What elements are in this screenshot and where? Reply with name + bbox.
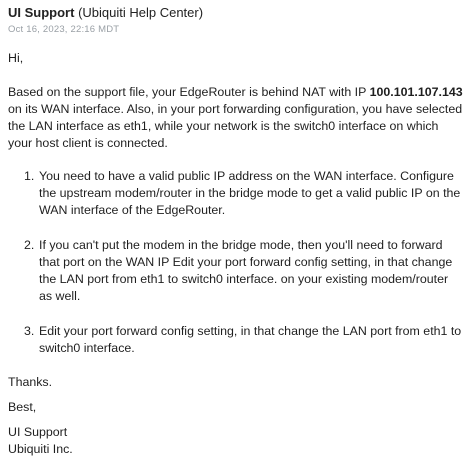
- step-number: 3.: [24, 324, 35, 338]
- closing: [8, 374, 464, 458]
- timestamp: Oct 16, 2023, 22:16 MDT: [8, 24, 120, 35]
- thanks-line: Thanks.: [8, 375, 53, 389]
- email-message: [8, 0, 464, 466]
- list-item: [24, 237, 464, 305]
- sender-org: (Ubiquiti Help Center): [78, 5, 204, 20]
- signature: [8, 424, 464, 458]
- sender-line: [8, 5, 464, 21]
- step-number: 1.: [24, 169, 35, 183]
- list-item: [24, 323, 464, 357]
- signature-name: UI Support: [8, 425, 68, 439]
- step-text: Edit your port forward config setting, in that change the LAN port from eth1 to switch0 interface.: [39, 324, 462, 355]
- wan-ip-address: 100.101.107.143: [369, 85, 463, 99]
- email-header: [8, 5, 464, 36]
- best-line: Best,: [8, 400, 37, 414]
- step-number: 2.: [24, 238, 35, 252]
- steps-list: [8, 168, 464, 357]
- step-text: You need to have a valid public IP address on the WAN interface. Configure the upstream modem/router in the bridge mode to get a valid public IP on the WAN interface of the EdgeRouter.: [39, 169, 461, 217]
- intro-paragraph: [8, 84, 464, 152]
- sender-name: UI Support: [8, 5, 75, 20]
- intro-text-end: on its WAN interface. Also, in your port forwarding configuration, you have selected the LAN interface as eth1, while your network is the switch0 interface on which your host client is connected.: [8, 102, 463, 150]
- intro-text-start: Based on the support file, your EdgeRouter is behind NAT with IP: [8, 85, 370, 99]
- step-text: If you can't put the modem in the bridge mode, then you'll need to forward that port on the WAN IP Edit your port forward config setting, in that change the LAN port from eth1 to switch0 interface. on your existing modem/router as well.: [39, 238, 453, 303]
- email-body: [8, 50, 464, 458]
- greeting: Hi,: [8, 51, 24, 65]
- list-item: [24, 168, 464, 219]
- signature-company: Ubiquiti Inc.: [8, 442, 73, 456]
